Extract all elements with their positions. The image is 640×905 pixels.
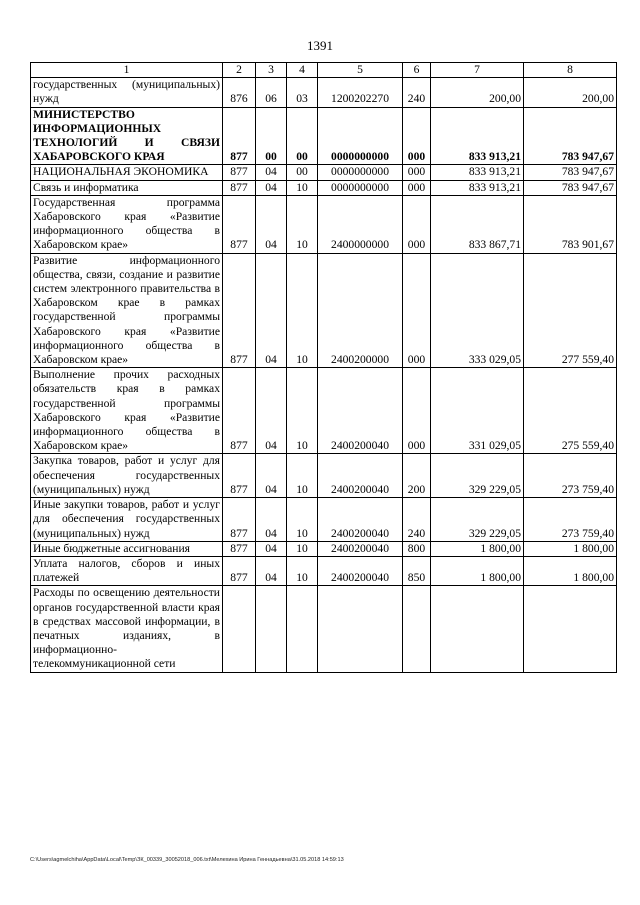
- row-name: Уплата налогов, сборов и иных платежей: [33, 556, 220, 585]
- row-name-cell: [31, 107, 223, 165]
- column-number: 4: [287, 63, 318, 78]
- admin-code: [223, 586, 256, 672]
- table-row: [31, 195, 617, 253]
- amount-year2: 783 901,67: [524, 195, 617, 253]
- table-row: [31, 454, 617, 498]
- amount-year1: 1 800,00: [431, 556, 524, 585]
- target-article-code: 2400200040: [318, 541, 403, 556]
- admin-code: 877: [223, 454, 256, 498]
- amount-year1: 833 867,71: [431, 195, 524, 253]
- table-row: [31, 107, 617, 165]
- subsection-code: [287, 586, 318, 672]
- row-name-cell: [31, 541, 223, 556]
- section-code: 04: [256, 195, 287, 253]
- amount-year2: 275 559,40: [524, 368, 617, 454]
- target-article-code: 1200202270: [318, 78, 403, 107]
- amount-year1: 329 229,05: [431, 454, 524, 498]
- section-code: 04: [256, 541, 287, 556]
- section-code: 04: [256, 180, 287, 195]
- expense-type-code: 000: [403, 195, 431, 253]
- expense-type-code: 800: [403, 541, 431, 556]
- row-name-cell: [31, 498, 223, 542]
- column-number: 3: [256, 63, 287, 78]
- file-path-footer: C:\Users\agmelchiha\AppData\Local\Temp\ЗК_00339_30052018_006.txt\Мелехина Ирина Геннадьевна\31.05.2018 14:59:13: [30, 857, 344, 863]
- admin-code: 877: [223, 195, 256, 253]
- target-article-code: 2400200040: [318, 498, 403, 542]
- row-name: Закупка товаров, работ и услуг для обеспечения государственных (муниципальных) нужд: [33, 454, 220, 496]
- subsection-code: 00: [287, 107, 318, 165]
- expense-type-code: 850: [403, 556, 431, 585]
- row-name: Расходы по освещению деятельности органов государственной власти края в средствах массовой информации, в печатных изданиях, в информационно-телекоммуникационной сети: [33, 586, 220, 671]
- expense-type-code: 200: [403, 454, 431, 498]
- section-code: 04: [256, 368, 287, 454]
- amount-year2: 783 947,67: [524, 107, 617, 165]
- row-name: государственных (муниципальных) нужд: [33, 78, 220, 106]
- amount-year1: 329 229,05: [431, 498, 524, 542]
- row-name-cell: [31, 454, 223, 498]
- expense-type-code: 000: [403, 180, 431, 195]
- expense-type-code: [403, 586, 431, 672]
- amount-year2: 277 559,40: [524, 253, 617, 368]
- page-number: 1391: [307, 38, 333, 53]
- row-name-cell: [31, 195, 223, 253]
- expense-type-code: 000: [403, 165, 431, 180]
- amount-year2: 783 947,67: [524, 180, 617, 195]
- column-number: 6: [403, 63, 431, 78]
- target-article-code: 2400200040: [318, 454, 403, 498]
- section-code: [256, 586, 287, 672]
- subsection-code: 10: [287, 253, 318, 368]
- amount-year2: 1 800,00: [524, 556, 617, 585]
- amount-year1: [431, 586, 524, 672]
- row-name: НАЦИОНАЛЬНАЯ ЭКОНОМИКА: [33, 165, 209, 179]
- amount-year1: 200,00: [431, 78, 524, 107]
- admin-code: 876: [223, 78, 256, 107]
- expense-type-code: 000: [403, 107, 431, 165]
- amount-year2: 783 947,67: [524, 165, 617, 180]
- section-code: 04: [256, 454, 287, 498]
- row-name: Связь и информатика: [33, 180, 139, 194]
- table-row: [31, 541, 617, 556]
- target-article-code: 0000000000: [318, 165, 403, 180]
- table-row: [31, 165, 617, 180]
- table-row: [31, 586, 617, 672]
- row-name-cell: [31, 165, 223, 180]
- amount-year1: 833 913,21: [431, 180, 524, 195]
- target-article-code: 0000000000: [318, 107, 403, 165]
- section-code: 06: [256, 78, 287, 107]
- section-code: 04: [256, 498, 287, 542]
- subsection-code: 03: [287, 78, 318, 107]
- expense-type-code: 240: [403, 498, 431, 542]
- amount-year2: 273 759,40: [524, 498, 617, 542]
- column-number: 5: [318, 63, 403, 78]
- subsection-code: 10: [287, 368, 318, 454]
- admin-code: 877: [223, 368, 256, 454]
- admin-code: 877: [223, 253, 256, 368]
- amount-year2: 1 800,00: [524, 541, 617, 556]
- row-name-cell: [31, 556, 223, 585]
- column-number: 8: [524, 63, 617, 78]
- target-article-code: 2400000000: [318, 195, 403, 253]
- table-row: [31, 556, 617, 585]
- row-name-cell: [31, 253, 223, 368]
- row-name-cell: [31, 78, 223, 107]
- table-row: [31, 78, 617, 107]
- column-number: 1: [31, 63, 223, 78]
- subsection-code: 10: [287, 498, 318, 542]
- subsection-code: 10: [287, 541, 318, 556]
- column-number: 7: [431, 63, 524, 78]
- subsection-code: 10: [287, 454, 318, 498]
- amount-year1: 833 913,21: [431, 165, 524, 180]
- row-name: МИНИСТЕРСТВО ИНФОРМАЦИОННЫХ ТЕХНОЛОГИЙ И СВЯЗИ ХАБАРОВСКОГО КРАЯ: [33, 107, 220, 164]
- row-name: Выполнение прочих расходных обязательств края в рамках государственной программы Хабаровского края «Развитие информационного общества в Хабаровском крае»: [33, 368, 220, 453]
- row-name: Государственная программа Хабаровского края «Развитие информационного общества в Хабаровском крае»: [33, 195, 220, 252]
- row-name: Развитие информационного общества, связи, создание и развитие систем электронного правительства в Хабаровском крае в рамках государственной программы Хабаровского края «Развитие информационного общества в Хабаровском крае»: [33, 253, 220, 367]
- amount-year2: [524, 586, 617, 672]
- amount-year1: 333 029,05: [431, 253, 524, 368]
- admin-code: 877: [223, 107, 256, 165]
- amount-year1: 331 029,05: [431, 368, 524, 454]
- admin-code: 877: [223, 498, 256, 542]
- expense-type-code: 000: [403, 368, 431, 454]
- table-row: [31, 180, 617, 195]
- table-row: [31, 253, 617, 368]
- column-number-row: [31, 63, 617, 78]
- admin-code: 877: [223, 556, 256, 585]
- admin-code: 877: [223, 165, 256, 180]
- budget-table: [30, 62, 617, 673]
- subsection-code: 10: [287, 195, 318, 253]
- subsection-code: 10: [287, 556, 318, 585]
- target-article-code: 0000000000: [318, 180, 403, 195]
- section-code: 04: [256, 165, 287, 180]
- row-name-cell: [31, 586, 223, 672]
- target-article-code: 2400200040: [318, 556, 403, 585]
- table-row: [31, 368, 617, 454]
- target-article-code: 2400200040: [318, 368, 403, 454]
- target-article-code: 2400200000: [318, 253, 403, 368]
- subsection-code: 00: [287, 165, 318, 180]
- section-code: 00: [256, 107, 287, 165]
- row-name: Иные бюджетные ассигнования: [33, 541, 190, 555]
- row-name: Иные закупки товаров, работ и услуг для обеспечения государственных (муниципальных) нужд: [33, 498, 220, 540]
- column-number: 2: [223, 63, 256, 78]
- expense-type-code: 240: [403, 78, 431, 107]
- section-code: 04: [256, 556, 287, 585]
- target-article-code: [318, 586, 403, 672]
- amount-year2: 273 759,40: [524, 454, 617, 498]
- expense-type-code: 000: [403, 253, 431, 368]
- admin-code: 877: [223, 541, 256, 556]
- row-name-cell: [31, 368, 223, 454]
- section-code: 04: [256, 253, 287, 368]
- table-row: [31, 498, 617, 542]
- amount-year1: 1 800,00: [431, 541, 524, 556]
- subsection-code: 10: [287, 180, 318, 195]
- row-name-cell: [31, 180, 223, 195]
- amount-year1: 833 913,21: [431, 107, 524, 165]
- amount-year2: 200,00: [524, 78, 617, 107]
- admin-code: 877: [223, 180, 256, 195]
